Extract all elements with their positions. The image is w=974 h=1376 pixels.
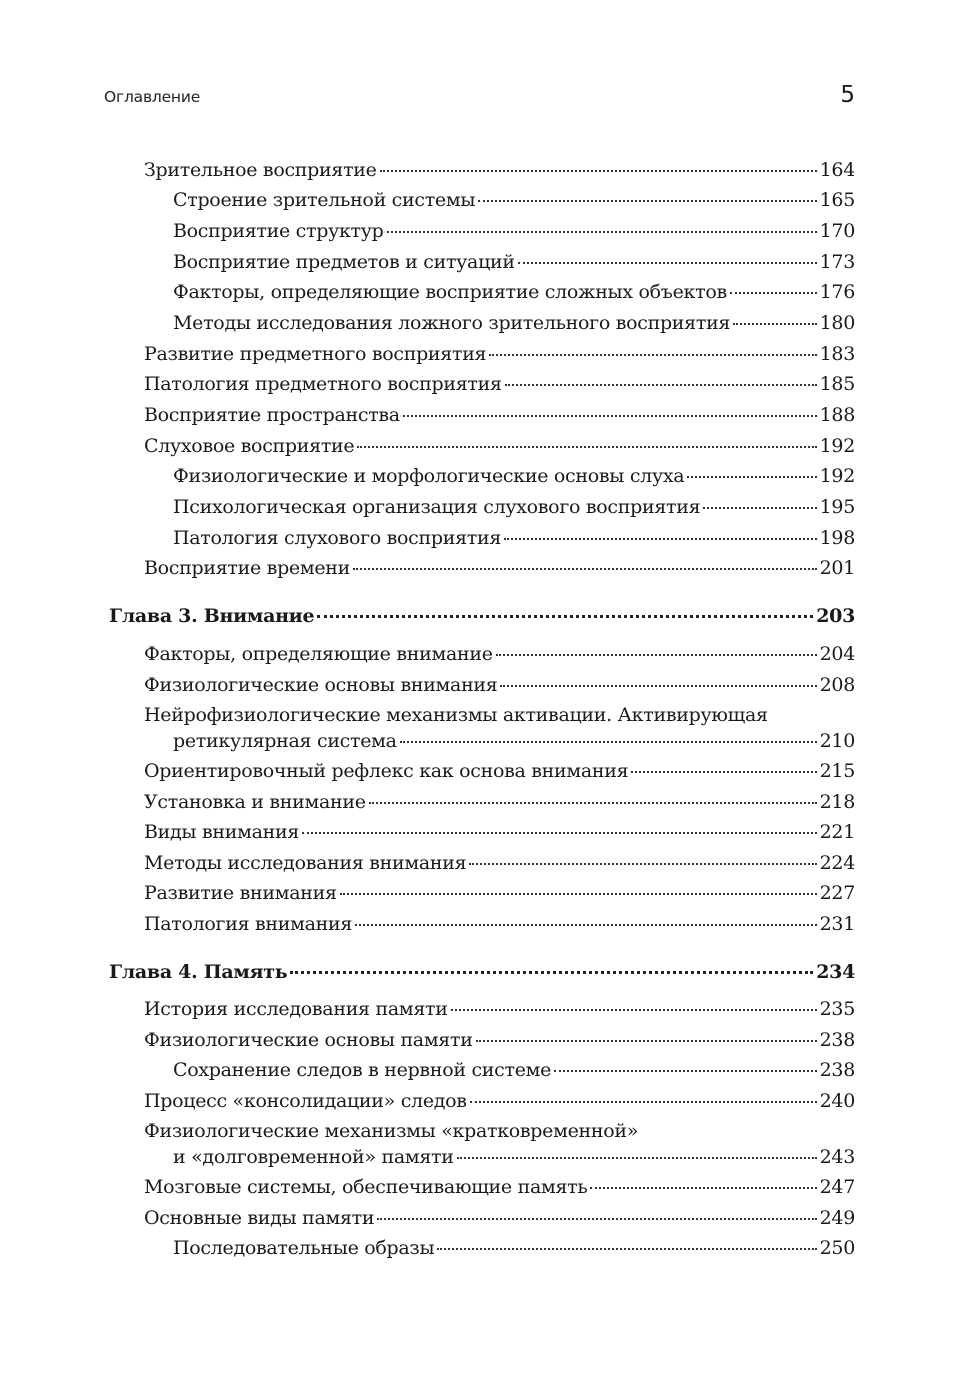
dot-leader [476, 1040, 817, 1042]
toc-entry-title-first-line: Физиологические механизмы «кратковременной» [144, 1120, 639, 1142]
toc-entry-title: Развитие внимания [144, 882, 337, 904]
toc-entry-page: 250 [819, 1237, 855, 1259]
toc-entry-title: Факторы, определяющие восприятие сложных объектов [173, 281, 727, 303]
dot-leader [387, 231, 817, 233]
toc-entry-page: 173 [819, 251, 855, 273]
toc-entry-title: Физиологические основы внимания [144, 674, 498, 696]
dot-leader [437, 1248, 816, 1250]
toc-entry-page: 180 [819, 312, 855, 334]
dot-leader [496, 654, 817, 656]
dot-leader [380, 170, 817, 172]
toc-entry-page: 238 [819, 1059, 855, 1081]
dot-leader [478, 200, 816, 202]
toc-entry-title: Установка и внимание [144, 791, 366, 813]
toc-entry-title: Психологическая организация слухового восприятия [173, 496, 701, 518]
dot-leader [302, 832, 817, 834]
toc-entry-page: 195 [819, 496, 855, 518]
toc-entry-page: 227 [819, 882, 855, 904]
dot-leader [317, 615, 813, 618]
toc-entry-page: 215 [819, 760, 855, 782]
dot-leader [451, 1009, 817, 1011]
toc-entry-title: Факторы, определяющие внимание [144, 643, 493, 665]
toc-entry-title: Последовательные образы [173, 1237, 435, 1259]
dot-leader [340, 893, 817, 895]
toc-entry-title: Процесс «консолидации» следов [144, 1090, 467, 1112]
toc-chapter-page: 234 [816, 961, 855, 983]
toc-entry-page: 183 [819, 343, 855, 365]
toc-entry-title: Восприятие пространства [144, 404, 400, 426]
toc-entry-page: 165 [819, 189, 855, 211]
toc-entry-title: Восприятие предметов и ситуаций [173, 251, 515, 273]
toc-entry-title: Методы исследования внимания [144, 852, 467, 874]
dot-leader [590, 1187, 816, 1189]
toc-entry-page: 201 [819, 557, 855, 579]
dot-leader [469, 863, 816, 865]
dot-leader [505, 384, 817, 386]
dot-leader [353, 568, 817, 570]
toc-entry-page: 210 [819, 730, 855, 752]
toc-entry-title: Основные виды памяти [144, 1207, 375, 1229]
dot-leader [290, 971, 813, 974]
toc-entry-page: 224 [819, 852, 855, 874]
toc-entry-title: Мозговые системы, обеспечивающие память [144, 1176, 588, 1198]
dot-leader [730, 292, 817, 294]
toc-entry-page: 185 [819, 373, 855, 395]
dot-leader [369, 802, 817, 804]
dot-leader [489, 354, 816, 356]
toc-entry-page: 198 [819, 527, 855, 549]
dot-leader [357, 446, 816, 448]
toc-entry-title: Патология внимания [144, 913, 353, 935]
dot-leader [403, 415, 817, 417]
toc-entry-title-first-line: Нейрофизиологические механизмы активации. Активирующая [144, 704, 768, 726]
toc-entry-title: Патология предметного восприятия [144, 373, 502, 395]
toc-entry-page: 170 [819, 220, 855, 242]
toc-entry-page: 164 [819, 159, 855, 181]
toc-entry-page: 204 [819, 643, 855, 665]
toc-entry-title: Строение зрительной системы [173, 189, 476, 211]
dot-leader [500, 685, 816, 687]
dot-leader [687, 476, 816, 478]
toc-entry-page: 218 [819, 791, 855, 813]
toc-entry-page: 192 [819, 465, 855, 487]
toc-entry-title: Сохранение следов в нервной системе [173, 1059, 552, 1081]
dot-leader [733, 323, 817, 325]
toc-entry-page: 243 [819, 1146, 855, 1168]
dot-leader [400, 741, 817, 743]
dot-leader [703, 507, 816, 509]
toc-entry-title: Восприятие структур [173, 220, 384, 242]
toc-entry-title: Зрительное восприятие [144, 159, 377, 181]
toc-entry-title: и «долговременной» памяти [173, 1146, 454, 1168]
toc-entry-page: 240 [819, 1090, 855, 1112]
dot-leader [355, 924, 817, 926]
toc-entry-page: 208 [819, 674, 855, 696]
toc-entry-page: 231 [819, 913, 855, 935]
toc-entry-title: Развитие предметного восприятия [144, 343, 487, 365]
dot-leader [504, 538, 817, 540]
toc-entry-page: 221 [819, 821, 855, 843]
toc-entry-page: 188 [819, 404, 855, 426]
toc-entry-title: Физиологические основы памяти [144, 1029, 473, 1051]
dot-leader [518, 262, 817, 264]
dot-leader [470, 1101, 817, 1103]
page-number: 5 [840, 82, 855, 108]
toc-entry-page: 238 [819, 1029, 855, 1051]
toc-entry-page: 247 [819, 1176, 855, 1198]
dot-leader [554, 1070, 817, 1072]
toc-entry-title: Виды внимания [144, 821, 300, 843]
toc-entry-title: Патология слухового восприятия [173, 527, 502, 549]
toc-entry-title: Методы исследования ложного зрительного восприятия [173, 312, 731, 334]
dot-leader [631, 771, 816, 773]
dot-leader [377, 1218, 816, 1220]
toc-entry-title: Физиологические и морфологические основы слуха [173, 465, 685, 487]
toc-chapter-title: Глава 3. Внимание [109, 605, 315, 627]
toc-entry-title: Слуховое восприятие [144, 435, 355, 457]
toc-entry-page: 235 [819, 998, 855, 1020]
toc-entry-title: История исследования памяти [144, 998, 448, 1020]
toc-entry-title: Восприятие времени [144, 557, 351, 579]
running-title: Оглавление [104, 88, 201, 106]
toc-chapter-page: 203 [816, 605, 855, 627]
toc-entry-page: 176 [819, 281, 855, 303]
page-header [104, 82, 855, 114]
toc-entry-title: Ориентировочный рефлекс как основа внимания [144, 760, 629, 782]
toc-entry-page: 249 [819, 1207, 855, 1229]
toc-entry-page: 192 [819, 435, 855, 457]
dot-leader [457, 1157, 817, 1159]
toc-entry-title: ретикулярная система [173, 730, 397, 752]
toc-chapter-title: Глава 4. Память [109, 961, 288, 983]
